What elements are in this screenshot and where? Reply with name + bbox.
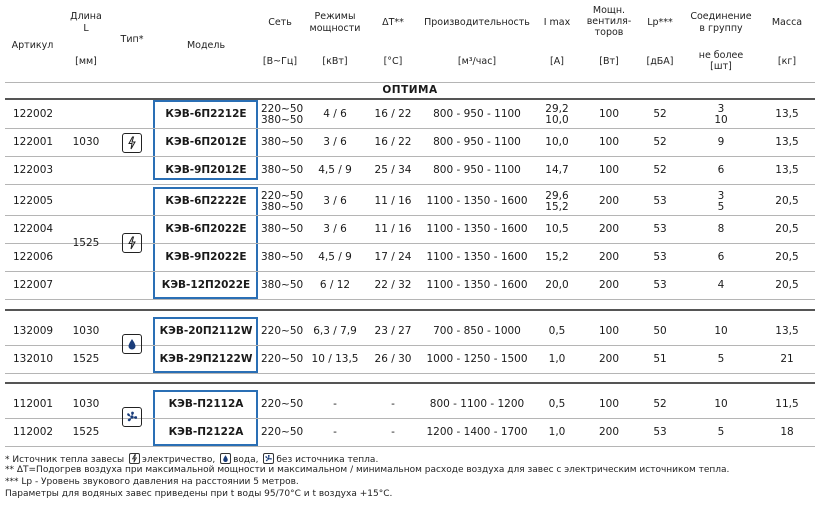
section-title: ОПТИМА [382,84,438,96]
cell-artikul: 132009 [13,325,54,337]
cell-massa: 20,5 [775,251,799,263]
cell-model: КЭВ-29П2122W [159,353,253,365]
cell-mosch: 100 [598,325,620,337]
cell-soed: 5 [717,353,725,365]
cell-mosch: 200 [598,279,620,291]
cell-imax: 0,5 [548,398,566,410]
cell-imax: 10,0 [545,136,569,148]
cell-soed: 4 [717,279,725,291]
cell-imax: 14,7 [545,164,569,176]
cell-length: 1525 [72,426,100,438]
cell-model: КЭВ-П2112A [168,398,244,410]
lightning-icon [122,233,142,253]
divider [5,446,815,447]
cell-dt: - [391,398,395,410]
footnote-1-none: без источника тепла. [276,455,379,465]
cell-imax: 29,6 [545,190,569,202]
cell-model: КЭВ-6П2212E [165,108,247,120]
unit-lp: [дБА] [646,56,674,67]
divider [5,299,815,300]
cell-massa: 20,5 [775,195,799,207]
fan-icon [263,453,274,464]
cell-set: 220~50 [261,190,304,202]
cell-imax-2: 15,2 [545,201,569,213]
cell-rezhimy: - [333,426,337,438]
cell-soed: 9 [717,136,725,148]
cell-artikul: 112001 [13,398,54,410]
cell-imax-2: 10,0 [545,114,569,126]
divider [5,309,815,311]
header-mosch-1: Мощн. [592,5,626,16]
header-model: Модель [186,40,226,51]
cell-mosch: 100 [598,398,620,410]
cell-proizv: 1100 - 1350 - 1600 [426,195,528,207]
cell-set: 380~50 [261,223,304,235]
fan-icon [122,407,142,427]
unit-soed-1: не более [698,50,744,61]
cell-lp: 53 [653,223,667,235]
cell-massa: 20,5 [775,223,799,235]
cell-model: КЭВ-9П2012E [165,164,247,176]
footnote-1-water: вода, [233,455,259,465]
header-mosch-3: торов [594,27,624,38]
cell-rezhimy: 3 / 6 [323,136,347,148]
cell-lp: 52 [653,136,667,148]
cell-rezhimy: 3 / 6 [323,195,347,207]
header-tip: Тип* [120,34,144,45]
cell-dt: 16 / 22 [374,108,412,120]
cell-dt: 22 / 32 [374,279,412,291]
cell-artikul: 122003 [13,164,54,176]
footnote-3: *** Lp - Уровень звукового давления на расстоянии 5 метров. [5,477,299,487]
cell-rezhimy: - [333,398,337,410]
cell-lp: 51 [653,353,667,365]
cell-mosch: 100 [598,108,620,120]
cell-massa: 13,5 [775,164,799,176]
cell-length: 1525 [72,353,100,365]
cell-dt: 11 / 16 [374,195,412,207]
header-dt: ΔT** [382,17,404,28]
unit-dlina: [мм] [75,56,97,67]
cell-artikul: 122006 [13,251,54,263]
divider [5,373,815,374]
divider [5,382,815,384]
divider [5,215,815,216]
cell-proizv: 800 - 1100 - 1200 [429,398,525,410]
cell-massa: 11,5 [775,398,799,410]
cell-length: 1030 [72,398,100,410]
cell-proizv: 1000 - 1250 - 1500 [426,353,528,365]
header-lp: Lp*** [647,17,673,28]
cell-mosch: 200 [598,353,620,365]
header-dlina: Длина [70,11,102,22]
cell-imax: 10,5 [545,223,569,235]
cell-soed: 10 [714,325,728,337]
cell-lp: 52 [653,398,667,410]
footnote-4: Параметры для водяных завес приведены при t воды 95/70°C и t воздуха +15°C. [5,489,393,499]
unit-proizv: [м³/час] [457,56,497,67]
cell-imax: 20,0 [545,279,569,291]
header-rezhimy-2: мощности [309,23,361,34]
cell-length: 1030 [72,325,100,337]
cell-soed-2: 10 [714,114,728,126]
cell-proizv: 1100 - 1350 - 1600 [426,279,528,291]
header-set: Сеть [268,17,292,28]
cell-lp: 53 [653,426,667,438]
cell-rezhimy: 10 / 13,5 [311,353,359,365]
cell-set: 220~50 [261,426,304,438]
cell-set: 220~50 [261,103,304,115]
cell-mosch: 100 [598,164,620,176]
cell-set-2: 380~50 [261,114,304,126]
unit-dt: [°C] [383,56,403,67]
cell-artikul: 122002 [13,108,54,120]
cell-dt: 16 / 22 [374,136,412,148]
cell-soed-2: 5 [717,201,725,213]
cell-dt: 23 / 27 [374,325,412,337]
cell-set: 220~50 [261,353,304,365]
cell-mosch: 200 [598,223,620,235]
header-dlina-l: L [83,23,89,34]
cell-lp: 53 [653,279,667,291]
cell-artikul: 122005 [13,195,54,207]
cell-lp: 52 [653,108,667,120]
cell-proizv: 1200 - 1400 - 1700 [426,426,528,438]
cell-group-length: 1525 [72,237,100,249]
cell-lp: 50 [653,325,667,337]
cell-dt: - [391,426,395,438]
divider [5,271,815,272]
cell-mosch: 100 [598,136,620,148]
header-imax: I max [543,17,571,28]
header-rezhimy-1: Режимы [314,11,356,22]
cell-proizv: 1100 - 1350 - 1600 [426,223,528,235]
cell-proizv: 800 - 950 - 1100 [433,164,521,176]
cell-dt: 17 / 24 [374,251,412,263]
cell-rezhimy: 6,3 / 7,9 [313,325,357,337]
cell-massa: 18 [780,426,794,438]
header-artikul: Артикул [11,40,54,51]
cell-set: 380~50 [261,136,304,148]
cell-lp: 53 [653,195,667,207]
header-soed-2: в группу [699,23,743,34]
unit-imax: [А] [550,56,564,67]
header-soed-1: Соединение [690,11,752,22]
cell-mosch: 200 [598,426,620,438]
cell-rezhimy: 4,5 / 9 [318,251,352,263]
cell-model: КЭВ-9П2022E [165,251,247,263]
cell-imax: 1,0 [548,353,566,365]
unit-massa: [кг] [777,56,797,67]
cell-dt: 25 / 34 [374,164,412,176]
cell-model: КЭВ-6П2022E [165,223,247,235]
cell-lp: 52 [653,164,667,176]
footnote-1-electric: электричество, [142,455,216,465]
water-drop-icon [122,334,142,354]
divider [5,156,815,157]
unit-set: [В~Гц] [262,56,298,67]
cell-set: 380~50 [261,164,304,176]
cell-imax: 29,2 [545,103,569,115]
cell-artikul: 122007 [13,279,54,291]
unit-mosch: [Вт] [599,56,619,67]
unit-soed-2: [шт] [710,61,732,72]
header-proizv: Производительность [424,17,530,28]
cell-soed: 6 [717,251,725,263]
cell-proizv: 800 - 950 - 1100 [433,136,521,148]
cell-massa: 20,5 [775,279,799,291]
cell-mosch: 200 [598,251,620,263]
cell-mosch: 200 [598,195,620,207]
cell-massa: 13,5 [775,325,799,337]
cell-soed: 8 [717,223,725,235]
cell-rezhimy: 6 / 12 [319,279,351,291]
cell-soed: 3 [717,103,725,115]
lightning-icon [129,453,140,464]
unit-rezhimy: [кВт] [322,56,348,67]
cell-massa: 21 [780,353,794,365]
cell-set: 220~50 [261,325,304,337]
cell-artikul: 122001 [13,136,54,148]
cell-model: КЭВ-20П2112W [159,325,253,337]
divider [5,98,815,100]
footnote-1-text: * Источник тепла завесы [5,455,125,465]
cell-model: КЭВ-П2122A [168,426,244,438]
cell-model: КЭВ-6П2222E [165,195,247,207]
cell-soed: 3 [717,190,725,202]
cell-rezhimy: 3 / 6 [323,223,347,235]
cell-group-length: 1030 [72,136,100,148]
cell-artikul: 132010 [13,353,54,365]
divider [5,82,815,83]
cell-proizv: 1100 - 1350 - 1600 [426,251,528,263]
cell-dt: 11 / 16 [374,223,412,235]
cell-set: 380~50 [261,279,304,291]
cell-model: КЭВ-6П2012E [165,136,247,148]
cell-soed: 6 [717,164,725,176]
cell-dt: 26 / 30 [374,353,412,365]
header-massa: Масса [771,17,803,28]
divider [5,128,815,129]
cell-artikul: 112002 [13,426,54,438]
divider [5,184,815,185]
lightning-icon [122,133,142,153]
footnote-2: ** ΔT=Подогрев воздуха при максимальной мощности и максимальном / минимальном расходе воздуха для завес с электрическим источником тепла. [5,465,730,475]
cell-imax: 0,5 [548,325,566,337]
cell-lp: 53 [653,251,667,263]
cell-proizv: 700 - 850 - 1000 [433,325,521,337]
cell-set-2: 380~50 [261,201,304,213]
cell-massa: 13,5 [775,136,799,148]
cell-proizv: 800 - 950 - 1100 [433,108,521,120]
cell-rezhimy: 4 / 6 [323,108,347,120]
cell-soed: 5 [717,426,725,438]
cell-model: КЭВ-12П2022E [161,279,251,291]
cell-massa: 13,5 [775,108,799,120]
header-mosch-2: вентиля- [586,16,632,27]
cell-imax: 15,2 [545,251,569,263]
water-drop-icon [220,453,231,464]
cell-artikul: 122004 [13,223,54,235]
cell-set: 380~50 [261,251,304,263]
cell-set: 220~50 [261,398,304,410]
cell-rezhimy: 4,5 / 9 [318,164,352,176]
cell-imax: 1,0 [548,426,566,438]
cell-soed: 10 [714,398,728,410]
